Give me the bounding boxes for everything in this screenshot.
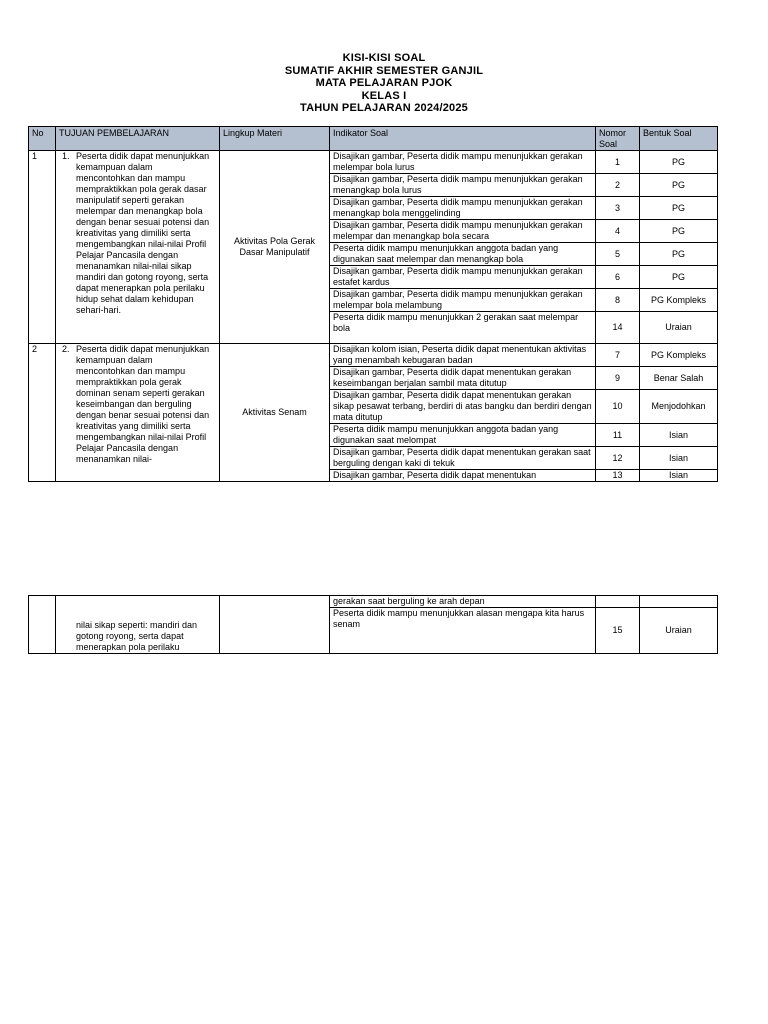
title-kisi-kisi: KISI-KISI SOAL [342, 52, 426, 64]
nomor-soal: 15 [596, 608, 640, 654]
tujuan-cell [56, 151, 220, 344]
title-tahun: TAHUN PELAJARAN 2024/2025 [299, 102, 469, 114]
nomor-soal: 8 [596, 289, 640, 312]
indikator-soal: Peserta didik mampu menunjukkan anggota badan yang digunakan saat melempar dan menangkap bola [330, 243, 596, 266]
col-header-nomor: Nomor Soal [596, 127, 640, 151]
bentuk-soal: PG Kompleks [640, 344, 718, 367]
bentuk-soal: PG [640, 174, 718, 197]
indikator-soal: Disajikan gambar, Peserta didik mampu menunjukkan gerakan menangkap bola menggelinding [330, 197, 596, 220]
col-header-no: No [29, 127, 56, 151]
col-header-lingkup: Lingkup Materi [220, 127, 330, 151]
bentuk-soal: PG [640, 151, 718, 174]
bentuk-soal: Uraian [640, 312, 718, 344]
kisi-kisi-table-continued [28, 595, 718, 654]
table-row [29, 151, 718, 174]
indikator-soal: Peserta didik mampu menunjukkan alasan mengapa kita harus senam [330, 608, 596, 654]
indikator-soal: Disajikan gambar, Peserta didik mampu menunjukkan gerakan melempar bola melambung [330, 289, 596, 312]
nomor-soal: 4 [596, 220, 640, 243]
nomor-soal: 2 [596, 174, 640, 197]
indikator-soal: Disajikan gambar, Peserta didik dapat menentukan gerakan sikap pesawat terbang, berdiri di atas bangku dan berdiri dengan mata ditutup [330, 390, 596, 424]
nomor-soal: 6 [596, 266, 640, 289]
document-title-block [0, 52, 768, 115]
lingkup-materi: Aktivitas Pola Gerak Dasar Manipulatif [220, 151, 330, 344]
table-header-row [29, 127, 718, 151]
row-no [29, 596, 56, 654]
tujuan-cell [56, 596, 220, 654]
bentuk-soal: Isian [640, 424, 718, 447]
bentuk-soal: PG Kompleks [640, 289, 718, 312]
col-header-indikator: Indikator Soal [330, 127, 596, 151]
row-no: 1 [29, 151, 56, 344]
tujuan-text: nilai sikap seperti: mandiri dan gotong royong, serta dapat menerapkan pola perilaku [76, 620, 198, 652]
indikator-soal: Disajikan kolom isian, Peserta didik dapat menentukan aktivitas yang menambah kebugaran badan [330, 344, 596, 367]
bentuk-soal: PG [640, 243, 718, 266]
bentuk-soal: Isian [640, 447, 718, 470]
kisi-kisi-table [28, 126, 718, 482]
nomor-soal: 14 [596, 312, 640, 344]
table-row [29, 344, 718, 367]
bentuk-soal: Isian [640, 470, 718, 482]
bentuk-soal: Benar Salah [640, 367, 718, 390]
col-header-bentuk: Bentuk Soal [640, 127, 718, 151]
tujuan-number: 1. [62, 151, 70, 161]
indikator-soal: Disajikan gambar, Peserta didik dapat menentukan gerakan saat berguling dengan kaki di tekuk [330, 447, 596, 470]
nomor-soal: 7 [596, 344, 640, 367]
indikator-soal: Peserta didik mampu menunjukkan anggota badan yang digunakan saat melompat [330, 424, 596, 447]
nomor-soal: 3 [596, 197, 640, 220]
nomor-soal [596, 596, 640, 608]
indikator-soal: Peserta didik mampu menunjukkan 2 gerakan saat melempar bola [330, 312, 596, 344]
indikator-soal: Disajikan gambar, Peserta didik mampu menunjukkan gerakan menangkap bola lurus [330, 174, 596, 197]
row-no: 2 [29, 344, 56, 482]
nomor-soal: 5 [596, 243, 640, 266]
indikator-soal: Disajikan gambar, Peserta didik mampu menunjukkan gerakan estafet kardus [330, 266, 596, 289]
tujuan-cell [56, 344, 220, 482]
title-kelas: KELAS I [361, 89, 407, 102]
nomor-soal: 10 [596, 390, 640, 424]
indikator-soal: Disajikan gambar, Peserta didik dapat menentukan gerakan keseimbangan berjalan sambil mata ditutup [330, 367, 596, 390]
bentuk-soal: Menjodohkan [640, 390, 718, 424]
tujuan-text: Peserta didik dapat menunjukkan kemampuan dalam mencontohkan dan mampu mempraktikkan pola gerak dominan senam seperti gerakan keseimbangan dan berguling dengan benar sesuai potensi dan kreativitas yang dimiliki serta mengembangkan nilai-nilai Profil Pelajar Pancasila dengan menanamkan nilai- [76, 344, 210, 464]
col-header-tujuan: TUJUAN PEMBELAJARAN [56, 127, 220, 151]
bentuk-soal [640, 596, 718, 608]
lingkup-materi: Aktivitas Senam [220, 344, 330, 482]
lingkup-materi [220, 596, 330, 654]
table-row [29, 596, 718, 608]
bentuk-soal: Uraian [640, 608, 718, 654]
nomor-soal: 12 [596, 447, 640, 470]
nomor-soal: 13 [596, 470, 640, 482]
title-sumatif: SUMATIF AKHIR SEMESTER GANJIL [284, 64, 484, 77]
indikator-soal: gerakan saat berguling ke arah depan [330, 596, 596, 608]
nomor-soal: 9 [596, 367, 640, 390]
title-mapel: MATA PELAJARAN PJOK [315, 77, 453, 89]
indikator-soal: Disajikan gambar, Peserta didik mampu menunjukkan gerakan melempar bola lurus [330, 151, 596, 174]
tujuan-text: Peserta didik dapat menunjukkan kemampuan dalam mencontohkan dan mampu mempraktikkan pola gerak dasar manipulatif seperti gerakan melempar dan menangkap bola dengan benar sesuai potensi dan kreativitas yang dimiliki serta mengembangkan nilai-nilai Profil Pelajar Pancasila dengan menanamkan nilai-nilai sikap mandiri dan gotong royong, serta dapat menerapkan pola perilaku hidup sehat dalam kehidupan sehari-hari. [76, 151, 210, 315]
bentuk-soal: PG [640, 197, 718, 220]
indikator-soal: Disajikan gambar, Peserta didik mampu menunjukkan gerakan melempar dan menangkap bola secara [330, 220, 596, 243]
tujuan-number: 2. [62, 344, 70, 354]
bentuk-soal: PG [640, 220, 718, 243]
nomor-soal: 1 [596, 151, 640, 174]
bentuk-soal: PG [640, 266, 718, 289]
indikator-soal: Disajikan gambar, Peserta didik dapat menentukan [330, 470, 596, 482]
nomor-soal: 11 [596, 424, 640, 447]
